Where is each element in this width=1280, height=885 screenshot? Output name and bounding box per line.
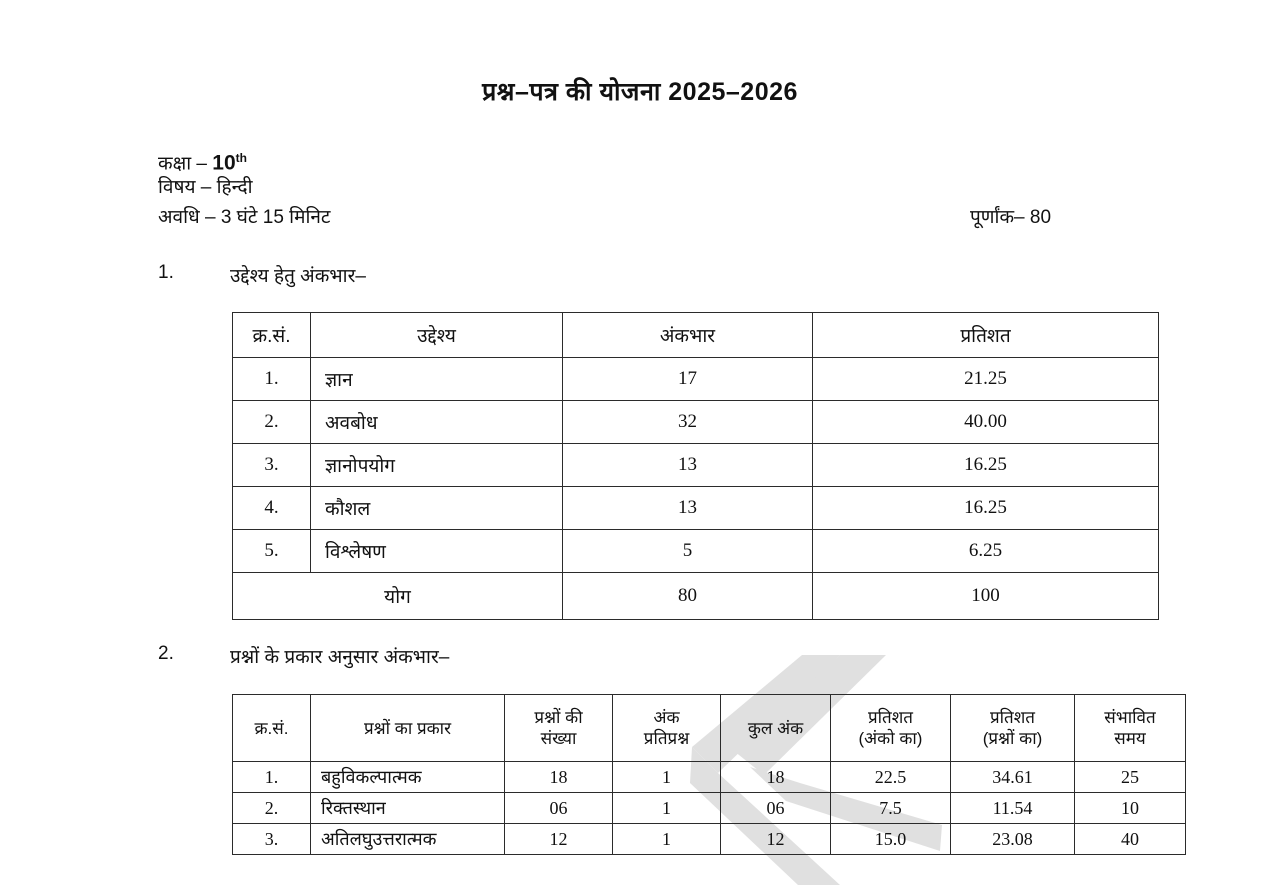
cell-objective: कौशल bbox=[311, 487, 563, 530]
cell-question-count: 06 bbox=[505, 793, 613, 824]
col-header-serial: क्र.सं. bbox=[233, 313, 311, 358]
duration-value: 3 घंटे 15 मिनिट bbox=[220, 207, 331, 228]
class-label: कक्षा – bbox=[158, 153, 207, 175]
col-header-question-type: प्रश्नों का प्रकार bbox=[311, 695, 505, 762]
cell-serial: 5. bbox=[233, 530, 311, 573]
cell-objective: विश्लेषण bbox=[311, 530, 563, 573]
col-header-percent-questions: प्रतिशत (प्रश्नों का) bbox=[951, 695, 1075, 762]
cell-question-type: रिक्तस्थान bbox=[311, 793, 505, 824]
cell-percent-marks: 22.5 bbox=[831, 762, 951, 793]
section-2-number: 2. bbox=[158, 643, 174, 664]
col-header-percent-marks: प्रतिशत (अंको का) bbox=[831, 695, 951, 762]
cell-percent-marks: 15.0 bbox=[831, 824, 951, 855]
cell-marks: 17 bbox=[563, 358, 813, 401]
cell-serial: 2. bbox=[233, 793, 311, 824]
cell-expected-time: 40 bbox=[1075, 824, 1186, 855]
cell-percent: 16.25 bbox=[813, 444, 1159, 487]
class-suffix: th bbox=[235, 151, 247, 165]
section-1-number: 1. bbox=[158, 262, 174, 283]
table-row bbox=[233, 358, 1159, 401]
cell-marks-per-question: 1 bbox=[613, 824, 721, 855]
cell-marks-per-question: 1 bbox=[613, 762, 721, 793]
objectives-weightage-table bbox=[232, 312, 1159, 620]
meta-line-class bbox=[158, 143, 1158, 173]
cell-expected-time: 25 bbox=[1075, 762, 1186, 793]
table-header-row bbox=[233, 695, 1186, 762]
section-heading-2 bbox=[158, 643, 758, 671]
cell-percent-questions: 23.08 bbox=[951, 824, 1075, 855]
table-total-row bbox=[233, 573, 1159, 620]
col-header-serial: क्र.सं. bbox=[233, 695, 311, 762]
cell-total-marks: 06 bbox=[721, 793, 831, 824]
cell-total-marks: 18 bbox=[721, 762, 831, 793]
meta-line-subject bbox=[158, 173, 1158, 203]
col-header-expected-time: संभावित समय bbox=[1075, 695, 1186, 762]
cell-question-count: 12 bbox=[505, 824, 613, 855]
subject-label: विषय – bbox=[158, 177, 212, 198]
cell-question-type: अतिलघुउत्तरात्मक bbox=[311, 824, 505, 855]
cell-percent: 21.25 bbox=[813, 358, 1159, 401]
cell-percent-marks: 7.5 bbox=[831, 793, 951, 824]
cell-serial: 1. bbox=[233, 762, 311, 793]
table-row bbox=[233, 487, 1159, 530]
duration-label: अवधि – bbox=[158, 207, 216, 228]
cell-marks: 32 bbox=[563, 401, 813, 444]
table-header-row bbox=[233, 313, 1159, 358]
cell-percent: 40.00 bbox=[813, 401, 1159, 444]
page-title: प्रश्न–पत्र की योजना 2025–2026 bbox=[482, 78, 798, 106]
cell-total-percent: 100 bbox=[813, 573, 1159, 620]
cell-question-type: बहुविकल्पात्मक bbox=[311, 762, 505, 793]
col-header-percent: प्रतिशत bbox=[813, 313, 1159, 358]
subject-value: हिन्दी bbox=[216, 177, 253, 198]
section-2-title: प्रश्नों के प्रकार अनुसार अंकभार– bbox=[230, 647, 450, 668]
cell-marks: 5 bbox=[563, 530, 813, 573]
cell-serial: 4. bbox=[233, 487, 311, 530]
cell-total-marks: 12 bbox=[721, 824, 831, 855]
section-heading-1 bbox=[158, 262, 758, 290]
cell-percent-questions: 34.61 bbox=[951, 762, 1075, 793]
cell-total-label: योग bbox=[233, 573, 563, 620]
cell-marks: 13 bbox=[563, 444, 813, 487]
cell-objective: अवबोध bbox=[311, 401, 563, 444]
col-header-question-count: प्रश्नों की संख्या bbox=[505, 695, 613, 762]
table-row bbox=[233, 530, 1159, 573]
cell-serial: 3. bbox=[233, 444, 311, 487]
cell-question-count: 18 bbox=[505, 762, 613, 793]
cell-percent: 16.25 bbox=[813, 487, 1159, 530]
cell-percent: 6.25 bbox=[813, 530, 1159, 573]
table-row bbox=[233, 793, 1186, 824]
cell-expected-time: 10 bbox=[1075, 793, 1186, 824]
table-row bbox=[233, 762, 1186, 793]
cell-objective: ज्ञानोपयोग bbox=[311, 444, 563, 487]
cell-percent-questions: 11.54 bbox=[951, 793, 1075, 824]
table-row bbox=[233, 444, 1159, 487]
cell-marks-per-question: 1 bbox=[613, 793, 721, 824]
table-row bbox=[233, 401, 1159, 444]
col-header-objective: उद्देश्य bbox=[311, 313, 563, 358]
class-value: 10 bbox=[212, 151, 236, 175]
col-header-marks-per-question: अंक प्रतिप्रश्न bbox=[613, 695, 721, 762]
question-types-weightage-table bbox=[232, 694, 1186, 855]
col-header-total-marks: कुल अंक bbox=[721, 695, 831, 762]
cell-serial: 3. bbox=[233, 824, 311, 855]
cell-total-marks: 80 bbox=[563, 573, 813, 620]
max-marks: पूर्णांक– 80 bbox=[970, 207, 1052, 228]
col-header-marks: अंकभार bbox=[563, 313, 813, 358]
cell-serial: 2. bbox=[233, 401, 311, 444]
cell-serial: 1. bbox=[233, 358, 311, 401]
cell-objective: ज्ञान bbox=[311, 358, 563, 401]
meta-line-duration bbox=[158, 203, 1158, 233]
cell-marks: 13 bbox=[563, 487, 813, 530]
document-meta bbox=[158, 143, 1158, 233]
section-1-title: उद्देश्य हेतु अंकभार– bbox=[230, 266, 366, 287]
